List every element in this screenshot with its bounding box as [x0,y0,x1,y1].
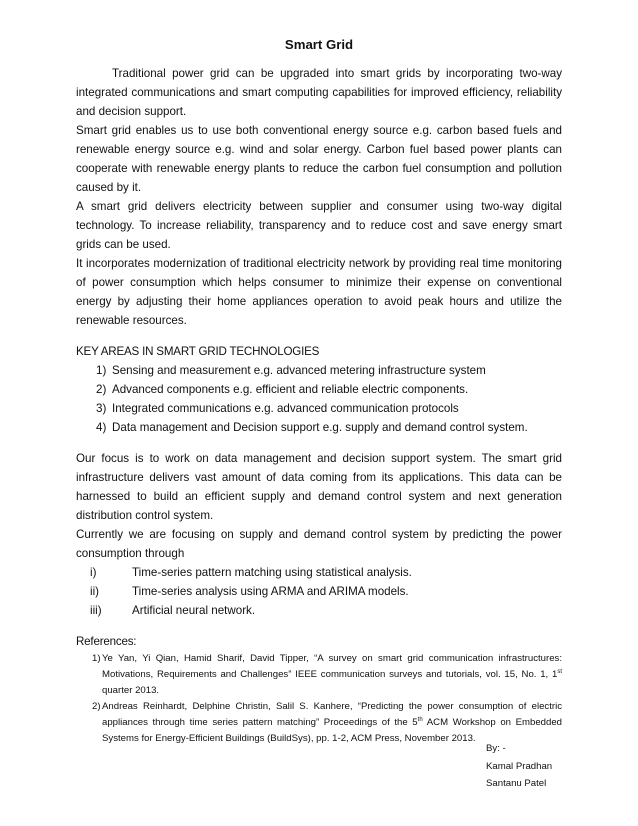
list-number: ii) [90,585,100,598]
focus-paragraph: Currently we are focusing on supply and demand control system by predicting the power consumption through [76,528,562,560]
list-item [76,418,562,437]
reference-superscript: th [417,716,423,723]
list-item [76,380,562,399]
list-text: Data management and Decision support e.g. supply and demand control system. [112,421,528,434]
list-text: Time-series analysis using ARMA and ARIMA models. [132,585,409,598]
list-number: 3) [96,402,107,415]
references-list [76,651,562,747]
author-name: Santanu Patel [486,778,547,789]
reference-number: 1) [92,653,101,664]
list-text: Sensing and measurement e.g. advanced metering infrastructure system [112,364,486,377]
document-page [76,36,562,747]
key-areas-list [76,361,562,437]
list-number: 1) [96,364,107,377]
body-paragraph: A smart grid delivers electricity between supplier and consumer using two-way digital technology. To increase reliability, transparency and to reduce cost and save energy smart grids can be used. [76,200,562,251]
list-number: iii) [90,604,102,617]
list-item [76,601,562,620]
signature-block [486,740,552,793]
reference-text-end: quarter 2013. [102,685,160,696]
methods-list [76,563,562,620]
list-text: Integrated communications e.g. advanced communication protocols [112,402,459,415]
references-heading: References: [76,635,137,648]
list-number: 4) [96,421,107,434]
list-number: 2) [96,383,107,396]
reference-text-end: ACM Workshop on Embedded Systems for Energy-Efficient Buildings (BuildSys), pp. 1-2, ACM Press, November 2013. [102,717,563,744]
key-areas-heading: KEY AREAS IN SMART GRID TECHNOLOGIES [76,345,320,358]
reference-number: 2) [92,701,101,712]
list-text: Advanced components e.g. efficient and reliable electric components. [112,383,469,396]
body-paragraph: Smart grid enables us to use both conventional energy source e.g. carbon based fuels and renewable energy source e.g. wind and solar energy. Carbon fuel based power plants can cooperate with renewable energy plants to reduce the carbon fuel consumption and pollution caused by it. [76,124,562,194]
list-item [76,361,562,380]
reference-text: Andreas Reinhardt, Delphine Christin, Salil S. Kanhere, “Predicting the power consumption of electric appliances through time series pattern matching” Proceedings of the 5 [102,701,562,728]
signature-label: By: - [486,743,506,754]
list-item [76,399,562,418]
focus-paragraph: Our focus is to work on data management and decision support system. The smart grid infrastructure delivers vast amount of data coming from its applications. This data can be harnessed to build an efficient supply and demand control system and next generation distribution control system. [76,452,562,522]
intro-paragraph: Traditional power grid can be upgraded into smart grids by incorporating two-way integrated communications and smart computing capabilities for improved efficiency, reliability and decision support. [76,67,562,118]
list-item [76,582,562,601]
list-item [76,563,562,582]
reference-item [76,651,562,699]
list-text: Time-series pattern matching using statistical analysis. [132,566,412,579]
reference-superscript: st [557,668,562,675]
author-name: Kamal Pradhan [486,760,553,772]
page-title: Smart Grid [284,37,354,52]
list-text: Artificial neural network. [132,604,256,617]
reference-text: Ye Yan, Yi Qian, Hamid Sharif, David Tipper, “A survey on smart grid communication infrastructures: Motivations, Requirements and Challenges” IEEE communication surveys and tutorials, vol. 15, No. 1, 1 [102,653,562,680]
body-paragraph: It incorporates modernization of traditional electricity network by providing real time monitoring of power consumption which helps consumer to minimize their expense on conventional energy by adjusting their home appliances operation to avoid peak hours and utilize the renewable resources. [76,257,562,327]
list-number: i) [90,566,97,579]
